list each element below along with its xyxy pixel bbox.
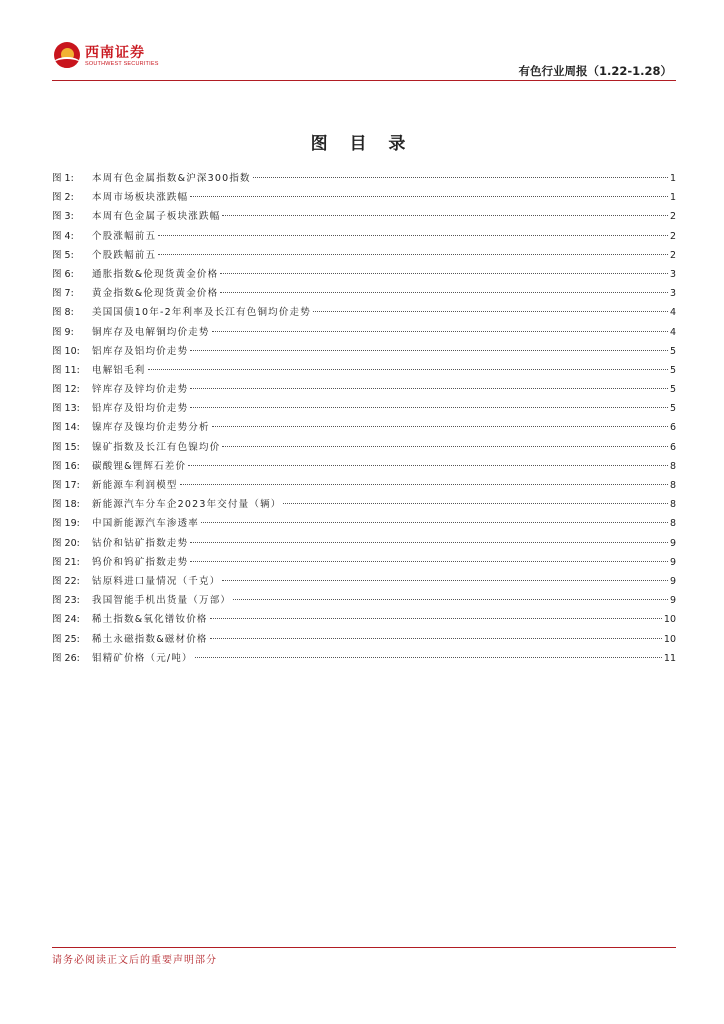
toc-entry-label: 图 24: — [52, 614, 80, 626]
toc-entry-page: 8 — [669, 499, 676, 511]
toc-dot-leader — [148, 369, 668, 370]
toc-entry-title: 个股涨幅前五 — [92, 230, 157, 242]
toc-dot-leader — [190, 407, 668, 408]
toc-dot-leader — [190, 561, 668, 562]
toc-entry-title: 本周有色金属指数&沪深300指数 — [92, 173, 251, 184]
toc-entry[interactable] — [52, 650, 676, 669]
toc-entry[interactable] — [52, 611, 676, 630]
toc-entry[interactable] — [52, 285, 676, 304]
footer-divider — [52, 947, 676, 948]
toc-entry-page: 5 — [669, 384, 676, 396]
toc-entry[interactable] — [52, 496, 676, 515]
toc-entry-title: 我国智能手机出货量（万部） — [92, 595, 232, 607]
toc-entry[interactable] — [52, 400, 676, 419]
logo-chinese-name: 西南证券 — [85, 45, 145, 61]
toc-entry-page: 1 — [669, 173, 676, 184]
toc-entry-title: 美国国债10年-2年利率及长江有色铜均价走势 — [92, 307, 311, 319]
toc-entry-page: 9 — [669, 575, 676, 587]
toc-entry-label: 图 15: — [52, 441, 80, 453]
toc-entry-label: 图 23: — [52, 595, 80, 607]
toc-entry-title: 电解铝毛利 — [92, 364, 146, 376]
toc-entry-label: 图 10: — [52, 345, 80, 357]
toc-entry-page: 1 — [669, 192, 676, 204]
toc-entry[interactable] — [52, 304, 676, 323]
toc-entry[interactable] — [52, 381, 676, 400]
toc-entry-page: 9 — [669, 595, 676, 607]
toc-entry-label: 图 9: — [52, 326, 74, 338]
toc-dot-leader — [201, 522, 668, 523]
toc-dot-leader — [253, 177, 668, 178]
toc-entry-page: 4 — [669, 326, 676, 338]
toc-dot-leader — [222, 446, 668, 447]
toc-entry-label: 图 4: — [52, 230, 74, 242]
header-divider — [52, 80, 676, 81]
toc-entry-title: 黄金指数&伦现货黄金价格 — [92, 288, 219, 300]
toc-dot-leader — [283, 503, 667, 504]
figure-table-of-contents — [52, 170, 676, 669]
toc-entry[interactable] — [52, 324, 676, 343]
toc-dot-leader — [158, 235, 668, 236]
toc-dot-leader — [190, 542, 668, 543]
toc-dot-leader — [190, 388, 668, 389]
toc-entry-label: 图 8: — [52, 307, 74, 319]
toc-dot-leader — [195, 657, 662, 658]
toc-entry-label: 图 7: — [52, 288, 74, 300]
toc-entry-page: 6 — [669, 441, 676, 453]
sunrise-logo-icon — [54, 42, 80, 68]
toc-entry-label: 图 20: — [52, 537, 80, 549]
company-logo — [52, 40, 159, 76]
toc-entry-page: 5 — [669, 345, 676, 357]
toc-entry-title: 通胀指数&伦现货黄金价格 — [92, 268, 219, 280]
toc-entry-title: 本周有色金属子板块涨跌幅 — [92, 211, 221, 223]
toc-entry[interactable] — [52, 362, 676, 381]
toc-dot-leader — [190, 196, 668, 197]
toc-entry[interactable] — [52, 170, 676, 189]
toc-entry-title: 钨价和钨矿指数走势 — [92, 556, 189, 568]
toc-entry-page: 2 — [669, 230, 676, 242]
toc-entry-page: 11 — [663, 652, 676, 664]
toc-entry-title: 稀土指数&氧化镨钕价格 — [92, 614, 208, 626]
toc-entry[interactable] — [52, 592, 676, 611]
toc-entry[interactable] — [52, 228, 676, 247]
toc-dot-leader — [222, 580, 668, 581]
toc-entry[interactable] — [52, 208, 676, 227]
toc-entry-label: 图 5: — [52, 249, 74, 261]
toc-entry-label: 图 17: — [52, 480, 80, 491]
toc-entry-title: 钴原料进口量情况（千克） — [92, 575, 221, 587]
toc-entry[interactable] — [52, 554, 676, 573]
toc-entry-page: 5 — [669, 364, 676, 376]
toc-entry-page: 3 — [669, 268, 676, 280]
report-title: 有色行业周报（1.22-1.28） — [518, 64, 672, 78]
toc-entry-page: 8 — [669, 460, 676, 472]
toc-entry-label: 图 3: — [52, 211, 74, 223]
toc-entry-title: 本周市场板块涨跌幅 — [92, 192, 189, 204]
logo-english-name: SOUTHWEST SECURITIES — [85, 61, 159, 67]
toc-entry-title: 镍库存及镍均价走势分析 — [92, 422, 210, 434]
toc-entry-title: 钼精矿价格（元/吨） — [92, 652, 193, 664]
toc-dot-leader — [188, 465, 668, 466]
toc-entry-label: 图 1: — [52, 173, 74, 184]
toc-entry[interactable] — [52, 439, 676, 458]
toc-entry[interactable] — [52, 515, 676, 534]
toc-entry-label: 图 14: — [52, 422, 80, 434]
toc-entry[interactable] — [52, 247, 676, 266]
toc-entry-page: 10 — [663, 614, 676, 626]
toc-entry-page: 3 — [669, 288, 676, 300]
toc-entry-page: 8 — [669, 480, 676, 491]
toc-entry-page: 6 — [669, 422, 676, 434]
page-header — [52, 38, 676, 82]
toc-entry-title: 铅库存及铅均价走势 — [92, 403, 189, 415]
toc-entry-page: 9 — [669, 537, 676, 549]
toc-entry-title: 锌库存及锌均价走势 — [92, 384, 189, 396]
toc-entry-label: 图 26: — [52, 652, 80, 664]
toc-entry-page: 2 — [669, 249, 676, 261]
toc-entry-label: 图 2: — [52, 192, 74, 204]
toc-title: 图 目 录 — [310, 134, 414, 154]
toc-entry-label: 图 11: — [52, 364, 80, 376]
toc-entry-page: 4 — [669, 307, 676, 319]
toc-dot-leader — [222, 215, 668, 216]
toc-entry-title: 新能源车利润模型 — [92, 480, 178, 491]
toc-entry-title: 铜库存及电解铜均价走势 — [92, 326, 210, 338]
toc-entry[interactable] — [52, 535, 676, 554]
toc-entry-title: 新能源汽车分车企2023年交付量（辆） — [92, 499, 282, 511]
toc-dot-leader — [220, 273, 668, 274]
toc-entry[interactable] — [52, 573, 676, 592]
toc-entry-label: 图 18: — [52, 499, 80, 511]
toc-entry-page: 8 — [669, 518, 676, 530]
toc-entry-label: 图 22: — [52, 575, 80, 587]
toc-entry[interactable] — [52, 477, 676, 496]
toc-entry[interactable] — [52, 419, 676, 438]
toc-entry-title: 铝库存及铝均价走势 — [92, 345, 189, 357]
toc-entry-title: 稀土永磁指数&磁材价格 — [92, 633, 208, 645]
toc-entry-label: 图 25: — [52, 633, 80, 645]
disclaimer-note: 请务必阅读正文后的重要声明部分 — [52, 955, 217, 966]
toc-entry[interactable] — [52, 266, 676, 285]
toc-entry-title: 镍矿指数及长江有色镍均价 — [92, 441, 221, 453]
toc-dot-leader — [233, 599, 668, 600]
toc-entry-page: 2 — [669, 211, 676, 223]
toc-entry-label: 图 21: — [52, 556, 80, 568]
toc-dot-leader — [158, 254, 668, 255]
toc-entry-label: 图 16: — [52, 460, 80, 472]
toc-dot-leader — [190, 350, 668, 351]
toc-dot-leader — [212, 331, 668, 332]
toc-dot-leader — [220, 292, 668, 293]
toc-entry-label: 图 12: — [52, 384, 80, 396]
toc-entry-label: 图 6: — [52, 268, 74, 280]
toc-entry-page: 9 — [669, 556, 676, 568]
toc-entry-label: 图 13: — [52, 403, 80, 415]
toc-entry-page: 10 — [663, 633, 676, 645]
toc-entry-title: 钴价和钴矿指数走势 — [92, 537, 189, 549]
toc-dot-leader — [212, 426, 668, 427]
toc-entry[interactable] — [52, 458, 676, 477]
toc-entry-title: 中国新能源汽车渗透率 — [92, 518, 200, 530]
toc-entry[interactable] — [52, 343, 676, 362]
toc-dot-leader — [210, 618, 662, 619]
toc-dot-leader — [313, 311, 668, 312]
toc-dot-leader — [180, 484, 668, 485]
toc-entry-page: 5 — [669, 403, 676, 415]
toc-entry[interactable] — [52, 189, 676, 208]
toc-entry[interactable] — [52, 631, 676, 650]
toc-dot-leader — [210, 638, 662, 639]
toc-entry-title: 碳酸锂&锂辉石差价 — [92, 460, 187, 472]
toc-entry-title: 个股跌幅前五 — [92, 249, 157, 261]
toc-entry-label: 图 19: — [52, 518, 80, 530]
